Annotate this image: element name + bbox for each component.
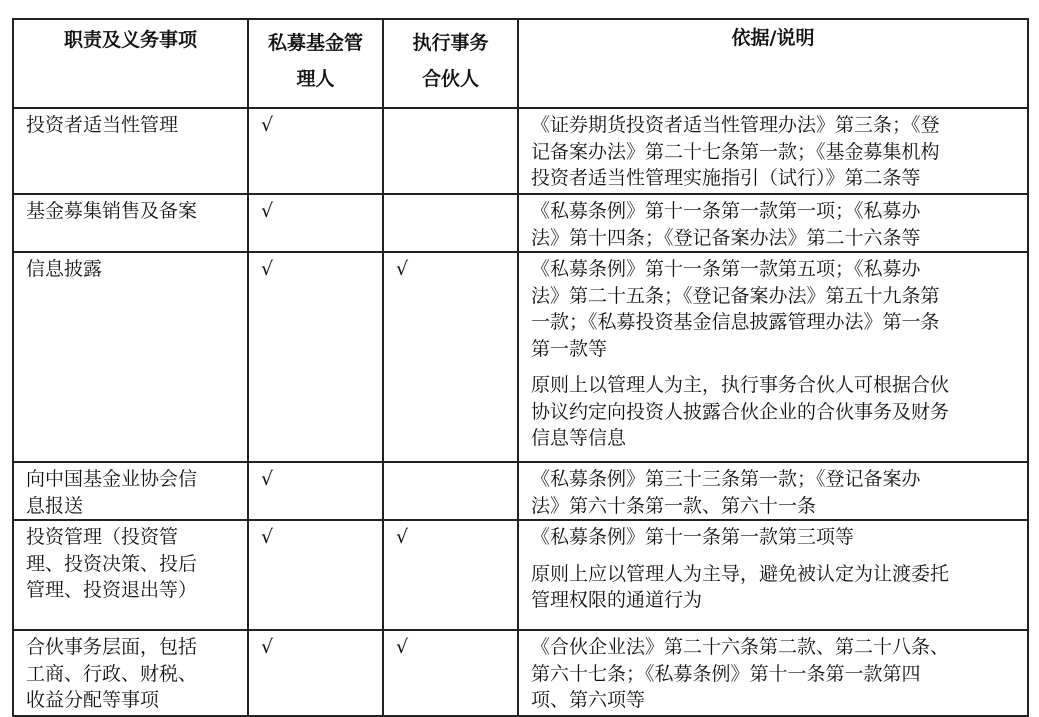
- table-row: [13, 108, 1028, 194]
- note-paragraph: [531, 524, 1019, 551]
- duty-item-cell: [13, 462, 248, 520]
- duty-item-text: 息报送: [26, 494, 84, 517]
- check-mark: √: [261, 636, 274, 658]
- basis-notes-cell: [518, 108, 1028, 194]
- check-mark: √: [261, 200, 274, 222]
- table-row: [13, 520, 1028, 630]
- duty-item-text: 工商、行政、财税、: [26, 662, 198, 685]
- basis-notes-cell: [518, 462, 1028, 520]
- duty-item-cell: [13, 108, 248, 194]
- note-text: 原则上应以管理人为主导，避免被认定为让渡委托: [531, 562, 950, 585]
- note-paragraph: [531, 256, 1019, 362]
- duty-item-text: 向中国基金业协会信: [26, 468, 198, 490]
- note-text: 《私募条例》第三十三条第一款；《登记备案办: [531, 468, 921, 490]
- note-paragraph: [531, 372, 1019, 452]
- duty-item-cell: [13, 252, 248, 462]
- note-text: 项、第六项等: [531, 689, 646, 711]
- note-text: 第六十七条；《私募条例》第十一条第一款第四: [531, 662, 921, 685]
- header-basis-notes: 依据/说明: [518, 19, 1028, 108]
- header-executive-partner: 执行事务 合伙人: [383, 19, 518, 108]
- check-mark: √: [261, 468, 274, 490]
- note-text: 一款；《私募投资基金信息披露管理办法》第一条: [531, 311, 940, 333]
- basis-notes-cell: [518, 520, 1028, 630]
- note-text: 第一款等: [531, 337, 608, 360]
- note-paragraph: [531, 634, 1019, 714]
- note-text: 信息等信息: [531, 427, 627, 449]
- note-text: 《合伙企业法》第二十六条第二款、第二十八条、: [531, 636, 950, 658]
- note-text: 协议约定向投资人披露合伙企业的合伙事务及财务: [531, 400, 950, 423]
- fund-manager-check-cell: [248, 252, 383, 462]
- executive-partner-check-cell: [383, 108, 518, 194]
- note-text: 投资者适当性管理实施指引（试行）》第二条等: [531, 167, 921, 189]
- duty-item-text: 投资者适当性管理: [26, 114, 179, 136]
- header-duties: 职责及义务事项: [13, 19, 248, 108]
- duties-table: [12, 18, 1029, 717]
- duty-item-text: 管理、投资退出等）: [26, 579, 198, 601]
- executive-partner-check-cell: [383, 462, 518, 520]
- note-text: 法》第六十条第一款、第六十一条: [531, 494, 817, 517]
- duty-item-text: 基金募集销售及备案: [26, 200, 198, 222]
- fund-manager-check-cell: [248, 108, 383, 194]
- check-mark: √: [396, 636, 409, 658]
- table-row: [13, 630, 1028, 716]
- check-mark: √: [261, 114, 274, 136]
- note-paragraph: [531, 198, 1019, 251]
- note-paragraph: [531, 112, 1019, 192]
- duty-item-text: 收益分配等事项: [26, 689, 160, 711]
- basis-notes-cell: [518, 194, 1028, 252]
- duty-item-cell: [13, 520, 248, 630]
- check-mark: √: [396, 526, 409, 548]
- header-fund-manager: 私募基金管 理人: [248, 19, 383, 108]
- table-row: [13, 462, 1028, 520]
- duty-item-cell: [13, 630, 248, 716]
- note-text: 法》第十四条；《登记备案办法》第二十六条等: [531, 226, 921, 249]
- note-text: 原则上以管理人为主，执行事务合伙人可根据合伙: [531, 374, 950, 396]
- executive-partner-check-cell: [383, 520, 518, 630]
- header-row: [13, 19, 1028, 108]
- duty-item-text: 理、投资决策、投后: [26, 552, 198, 575]
- table-row: [13, 252, 1028, 462]
- executive-partner-check-cell: [383, 630, 518, 716]
- check-mark: √: [261, 258, 274, 280]
- note-text: 法》第二十五条；《登记备案办法》第五十九条第: [531, 284, 940, 307]
- basis-notes-cell: [518, 630, 1028, 716]
- duty-item-text: 投资管理（投资管: [26, 526, 179, 548]
- check-mark: √: [261, 526, 274, 548]
- fund-manager-check-cell: [248, 194, 383, 252]
- fund-manager-check-cell: [248, 462, 383, 520]
- note-text: 《私募条例》第十一条第一款第五项；《私募办: [531, 258, 921, 280]
- duty-item-cell: [13, 194, 248, 252]
- executive-partner-check-cell: [383, 194, 518, 252]
- note-paragraph: [531, 561, 1019, 614]
- table-row: [13, 194, 1028, 252]
- check-mark: √: [396, 258, 409, 280]
- note-text: 《私募条例》第十一条第一款第三项等: [531, 526, 855, 548]
- duty-item-text: 合伙事务层面，包括: [26, 636, 198, 658]
- note-paragraph: [531, 466, 1019, 519]
- note-text: 管理权限的通道行为: [531, 589, 703, 611]
- basis-notes-cell: [518, 252, 1028, 462]
- duty-item-text: 信息披露: [26, 258, 103, 280]
- note-text: 记备案办法》第二十七条第一款；《基金募集机构: [531, 140, 940, 163]
- fund-manager-check-cell: [248, 520, 383, 630]
- executive-partner-check-cell: [383, 252, 518, 462]
- note-text: 《私募条例》第十一条第一款第一项；《私募办: [531, 200, 921, 222]
- note-text: 《证券期货投资者适当性管理办法》第三条；《登: [531, 114, 940, 136]
- fund-manager-check-cell: [248, 630, 383, 716]
